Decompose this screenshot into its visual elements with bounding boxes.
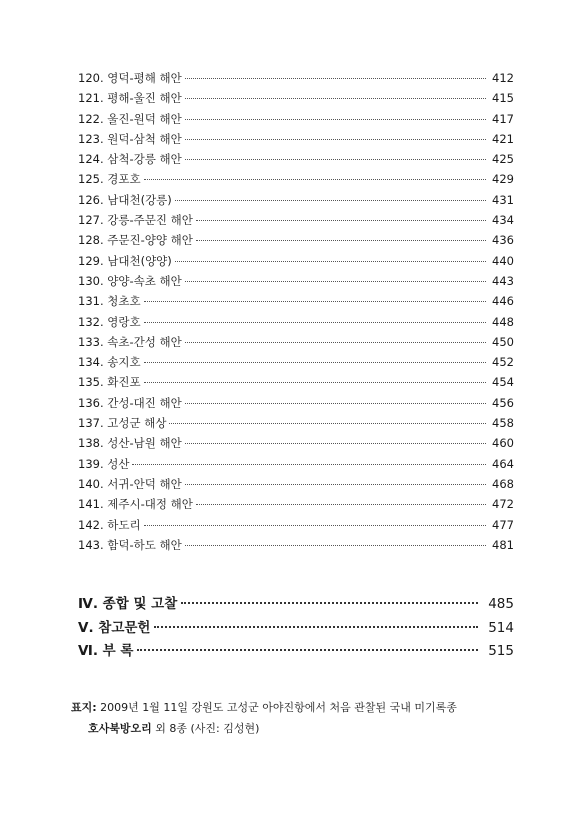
toc-entry-row — [78, 293, 514, 313]
toc-entry-row — [78, 354, 514, 374]
toc-entry-label: 129. 남대천(양양) — [78, 253, 172, 268]
toc-entry-leader-dots — [185, 97, 486, 99]
toc-entry-label: 143. 함덕-하도 해안 — [78, 537, 182, 552]
caption-text-1: 2009년 1월 11일 강원도 고성군 아야진항에서 처음 관찰된 국내 미기록종 — [100, 701, 457, 714]
toc-entry-page-number: 429 — [492, 172, 514, 187]
toc-entry-leader-dots — [144, 524, 486, 526]
toc-entry-row — [78, 517, 514, 537]
toc-entry-row — [78, 212, 514, 232]
toc-entry-row — [78, 395, 514, 415]
toc-entry-row — [78, 476, 514, 496]
toc-entry-row — [78, 374, 514, 394]
toc-section-leader-dots — [154, 625, 478, 628]
toc-entry-page-number: 481 — [492, 537, 514, 552]
toc-entry-leader-dots — [144, 361, 486, 363]
toc-section-leader-dots — [137, 648, 478, 651]
toc-entry-page-number: 425 — [492, 152, 514, 167]
toc-entry-label: 124. 삼척-강릉 해안 — [78, 152, 182, 167]
toc-section-label: Ⅵ. 부 록 — [78, 643, 134, 659]
toc-entry-row — [78, 90, 514, 110]
toc-entry-row — [78, 171, 514, 191]
toc-entry-row — [78, 70, 514, 90]
toc-entry-leader-dots — [132, 463, 486, 465]
toc-entry-label: 130. 양양-속초 해안 — [78, 273, 182, 288]
toc-entry-label: 137. 고성군 해상 — [78, 416, 167, 431]
toc-entry-label: 122. 울진-원덕 해안 — [78, 111, 182, 126]
toc-entry-leader-dots — [144, 381, 486, 383]
toc-entry-page-number: 415 — [492, 91, 514, 106]
toc-entry-label: 141. 제주시-대정 해안 — [78, 497, 193, 512]
toc-entry-page-number: 412 — [492, 71, 514, 85]
toc-entry-leader-dots — [144, 300, 486, 302]
toc-section-row — [78, 639, 514, 663]
toc-entry-page-number: 450 — [492, 334, 514, 349]
toc-entry-label: 138. 성산-남원 해안 — [78, 436, 182, 451]
toc-entry-page-number: 477 — [492, 517, 514, 532]
toc-entry-page-number: 446 — [492, 294, 514, 309]
toc-entry-leader-dots — [185, 77, 486, 79]
toc-entry-leader-dots — [144, 178, 486, 180]
toc-section-page-number: 514 — [488, 619, 514, 636]
toc-entry-page-number: 454 — [492, 375, 514, 390]
caption-text-2: 외 8종 (사진: 김성현) — [151, 722, 260, 735]
toc-section-page-number: 485 — [488, 596, 514, 612]
caption-line-2 — [71, 718, 541, 739]
toc-entry-leader-dots — [196, 503, 486, 505]
toc-entry-label: 131. 청초호 — [78, 294, 141, 309]
toc-entry-label: 136. 간성-대진 해안 — [78, 395, 182, 410]
toc-entry-page-number: 421 — [492, 131, 514, 146]
toc-entry-label: 121. 평해-울진 해안 — [78, 91, 182, 106]
toc-entry-row — [78, 537, 514, 557]
toc-entry-page-number: 456 — [492, 395, 514, 410]
toc-entry-label: 128. 주문진-양양 해안 — [78, 233, 193, 248]
toc-entry-label: 135. 화진포 — [78, 375, 141, 390]
toc-entry-row — [78, 334, 514, 354]
toc-entries — [78, 70, 514, 557]
toc-entry-label: 142. 하도리 — [78, 517, 141, 532]
caption-species: 호사북방오리 — [88, 722, 152, 735]
toc-entry-leader-dots — [185, 138, 486, 140]
toc-entry-page-number: 443 — [492, 273, 514, 288]
toc-section-row — [78, 592, 514, 616]
toc-entry-label: 127. 강릉-주문진 해안 — [78, 213, 193, 228]
toc-entry-page-number: 472 — [492, 497, 514, 512]
toc-entry-label: 125. 경포호 — [78, 172, 141, 187]
toc-section-label: Ⅴ. 참고문헌 — [78, 619, 151, 636]
toc-entry-page-number: 440 — [492, 253, 514, 268]
toc-entry-row — [78, 192, 514, 212]
toc-entry-row — [78, 111, 514, 131]
toc-entry-leader-dots — [185, 158, 486, 160]
caption-line-1 — [71, 697, 541, 718]
toc-entry-row — [78, 456, 514, 476]
toc-entry-leader-dots — [175, 199, 486, 201]
toc-entry-page-number: 458 — [492, 416, 514, 431]
caption-label: 표지: — [71, 701, 97, 714]
toc-entry-page-number: 460 — [492, 436, 514, 451]
toc-entry-leader-dots — [196, 239, 486, 241]
toc-entry-row — [78, 131, 514, 151]
toc-entry-row — [78, 151, 514, 171]
toc-entry-row — [78, 232, 514, 252]
toc-entry-leader-dots — [169, 422, 486, 424]
cover-caption — [71, 697, 541, 739]
toc-entry-leader-dots — [185, 442, 486, 444]
toc-section-leader-dots — [181, 601, 478, 604]
toc-entry-row — [78, 273, 514, 293]
toc-entry-leader-dots — [185, 118, 486, 120]
toc-entry-row — [78, 496, 514, 516]
toc-entry-page-number: 436 — [492, 233, 514, 248]
toc-entry-label: 132. 영랑호 — [78, 314, 141, 329]
toc-entry-leader-dots — [185, 280, 486, 282]
toc-entry-page-number: 468 — [492, 476, 514, 491]
toc-entry-leader-dots — [185, 341, 486, 343]
toc-section-row — [78, 616, 514, 640]
toc-entry-leader-dots — [185, 544, 486, 546]
toc-entry-page-number: 448 — [492, 314, 514, 329]
toc-entry-row — [78, 415, 514, 435]
toc-entry-label: 134. 송지호 — [78, 355, 141, 370]
toc-section-page-number: 515 — [488, 643, 514, 659]
toc-entry-row — [78, 435, 514, 455]
toc-entry-label: 123. 원덕-삼척 해안 — [78, 131, 182, 146]
toc-entry-leader-dots — [185, 483, 486, 485]
toc-entry-label: 126. 남대천(강릉) — [78, 192, 172, 207]
toc-entry-leader-dots — [144, 321, 486, 323]
toc-entry-page-number: 464 — [492, 456, 514, 471]
toc-entry-page-number: 417 — [492, 111, 514, 126]
toc-entry-row — [78, 314, 514, 334]
toc-section-label: Ⅳ. 종합 및 고찰 — [78, 596, 178, 612]
toc-entry-label: 139. 성산 — [78, 456, 130, 471]
toc-entry-row — [78, 253, 514, 273]
toc-entry-leader-dots — [175, 260, 486, 262]
toc-sections — [78, 592, 514, 663]
toc-entry-page-number: 431 — [492, 192, 514, 207]
toc-entry-leader-dots — [185, 402, 486, 404]
toc-entry-page-number: 452 — [492, 355, 514, 370]
toc-entry-label: 140. 서귀-안덕 해안 — [78, 476, 182, 491]
toc-entry-label: 120. 영덕-평해 해안 — [78, 71, 182, 85]
toc-entry-page-number: 434 — [492, 213, 514, 228]
toc-entry-label: 133. 속초-간성 해안 — [78, 334, 182, 349]
toc-entry-leader-dots — [196, 219, 486, 221]
